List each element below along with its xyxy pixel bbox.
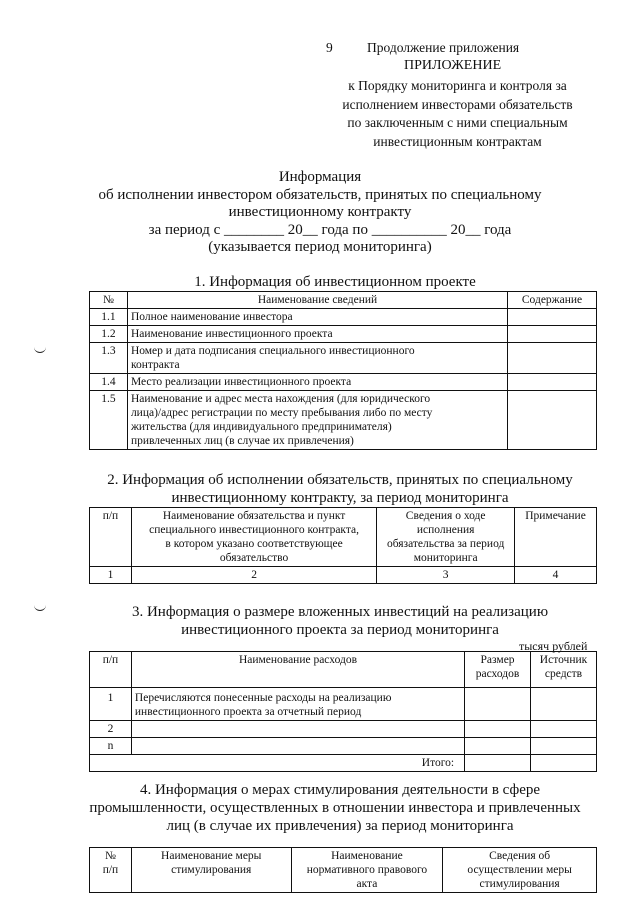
row-label-line: Наименование и адрес места нахождения (для юридического: [130, 393, 431, 405]
column-number: 1: [90, 567, 132, 584]
scan-margin-mark: [34, 604, 46, 611]
period-line: за период с ________ 20__ года по __________ 20__ года: [148, 222, 512, 238]
header-line: акта: [356, 878, 378, 890]
row-label-line: контракта: [130, 359, 180, 371]
total-value: [465, 755, 531, 772]
appendix-line: исполнением инвесторами обязательств: [342, 96, 573, 112]
appendix-continuation: Продолжение приложения: [367, 40, 520, 55]
table-header-row: [90, 652, 597, 688]
table-row: [90, 567, 597, 584]
header-line: нормативного правового: [306, 864, 428, 876]
row-value: [465, 721, 531, 738]
appendix-line: инвестиционным контрактам: [373, 133, 542, 149]
row-value: [465, 688, 531, 721]
row-label: Наименование инвестиционного проекта: [127, 326, 507, 343]
page-number: 9: [326, 40, 333, 55]
section4-table: [89, 847, 597, 893]
section2-heading-line: 2. Информация об исполнении обязательств, принятых по специальному: [107, 472, 573, 488]
row-number: 1.1: [90, 309, 128, 326]
row-value: [531, 738, 597, 755]
row-label-line: жительства (для индивидуального предпринимателя): [130, 421, 392, 433]
header-line: Источник: [539, 654, 588, 666]
header-line: расходов: [475, 668, 520, 680]
row-label-line: лица)/адрес регистрации по месту пребывания либо по месту: [130, 407, 433, 419]
unit-label: тысяч рублей: [519, 639, 588, 653]
header-line: Наименование: [331, 850, 403, 862]
row-number: 1.4: [90, 374, 128, 391]
header-line: Сведения о ходе: [405, 510, 486, 522]
column-header: [131, 508, 376, 567]
row-label: [131, 688, 464, 721]
row-label-line: Номер и дата подписания специального инвестиционного: [130, 345, 415, 357]
section1-table: [89, 291, 597, 450]
row-number: 2: [90, 721, 132, 738]
column-number: 3: [377, 567, 515, 584]
row-value: [508, 326, 597, 343]
column-header: [131, 848, 291, 893]
section4-heading-line: промышленности, осуществленных в отношении инвестора и привлеченных: [89, 800, 581, 816]
column-header: [377, 508, 515, 567]
section3-heading-line: 3. Информация о размере вложенных инвестиций на реализацию: [131, 604, 549, 620]
column-header: Примечание: [515, 508, 597, 567]
header-line: Размер: [480, 654, 515, 666]
header-line: Сведения об: [489, 850, 551, 862]
row-number: 1.5: [90, 391, 128, 450]
header-line: средств: [544, 668, 583, 680]
table-total-row: [90, 755, 597, 772]
document-title-line: об исполнении инвестором обязательств, принятых по специальному: [98, 187, 542, 203]
section2-heading-line: инвестиционному контракту, за период мониторинга: [171, 490, 509, 506]
row-value: [508, 374, 597, 391]
row-value: [465, 738, 531, 755]
column-header: п/п: [90, 652, 132, 688]
section3-heading-line: инвестиционного проекта за период мониторинга: [181, 622, 499, 638]
appendix-title: ПРИЛОЖЕНИЕ: [404, 58, 502, 73]
column-header: [90, 848, 132, 893]
column-number: 2: [131, 567, 376, 584]
header-line: специального инвестиционного контракта,: [149, 524, 360, 536]
header-line: осуществлении меры: [467, 864, 572, 876]
table-row: [90, 309, 597, 326]
header-line: Наименование меры: [161, 850, 262, 862]
header-line: в котором указано соответствующее: [165, 538, 343, 550]
appendix-line: к Порядку мониторинга и контроля за: [348, 78, 567, 93]
row-number: 1.3: [90, 343, 128, 374]
row-number: 1: [90, 688, 132, 721]
row-label: Место реализации инвестиционного проекта: [127, 374, 507, 391]
total-label: Итого:: [90, 755, 465, 772]
total-value: [531, 755, 597, 772]
table-row: [90, 343, 597, 374]
section3-table: [89, 651, 597, 772]
table-row: [90, 721, 597, 738]
section1-heading: 1. Информация об инвестиционном проекте: [194, 274, 476, 290]
section4-heading-line: 4. Информация о мерах стимулирования деятельности в сфере: [139, 782, 541, 798]
table-header-row: [90, 292, 597, 309]
column-header: №: [90, 292, 128, 309]
table-row: [90, 374, 597, 391]
appendix-subtitle: [330, 77, 585, 151]
column-header: [443, 848, 597, 893]
table-header-row: [90, 508, 597, 567]
header-line: стимулирования: [479, 878, 560, 890]
column-header: [291, 848, 443, 893]
row-label: [131, 738, 464, 755]
header-line: обязательства за период: [386, 538, 505, 550]
header-line: мониторинга: [413, 552, 478, 564]
scan-margin-mark: [34, 346, 46, 353]
row-value: [508, 391, 597, 450]
row-value: [531, 688, 597, 721]
row-label: Полное наименование инвестора: [127, 309, 507, 326]
column-header: [465, 652, 531, 688]
row-value: [531, 721, 597, 738]
row-number: 1.2: [90, 326, 128, 343]
section4-heading-line: лиц (в случае их привлечения) за период мониторинга: [166, 818, 514, 834]
column-number: 4: [515, 567, 597, 584]
document-title-line: инвестиционному контракту: [228, 204, 412, 220]
row-label: [127, 343, 507, 374]
column-header: [531, 652, 597, 688]
row-label-line: инвестиционного проекта за отчетный период: [134, 706, 362, 718]
row-label-line: Перечисляются понесенные расходы на реализацию: [134, 692, 392, 704]
appendix-line: по заключенным с ними специальным: [347, 115, 568, 130]
row-label: [131, 721, 464, 738]
row-value: [508, 309, 597, 326]
row-number: n: [90, 738, 132, 755]
header-line: Наименование обязательства и пункт: [162, 510, 346, 522]
period-note: (указывается период мониторинга): [208, 239, 432, 255]
header-line: обязательство: [219, 552, 289, 564]
table-row: [90, 391, 597, 450]
table-row: [90, 688, 597, 721]
header-line: исполнения: [416, 524, 475, 536]
column-header: п/п: [90, 508, 132, 567]
column-header: Наименование расходов: [131, 652, 464, 688]
row-label-line: привлеченных лиц (в случае их привлечения): [130, 435, 354, 447]
row-value: [508, 343, 597, 374]
column-header: Содержание: [508, 292, 597, 309]
header-line: №: [104, 850, 116, 862]
document-title: Информация: [278, 169, 362, 185]
table-row: [90, 738, 597, 755]
table-row: [90, 326, 597, 343]
header-line: стимулирования: [171, 864, 252, 876]
section2-table: [89, 507, 597, 584]
header-line: п/п: [102, 864, 119, 876]
column-header: Наименование сведений: [127, 292, 507, 309]
row-label: [127, 391, 507, 450]
table-header-row: [90, 848, 597, 893]
